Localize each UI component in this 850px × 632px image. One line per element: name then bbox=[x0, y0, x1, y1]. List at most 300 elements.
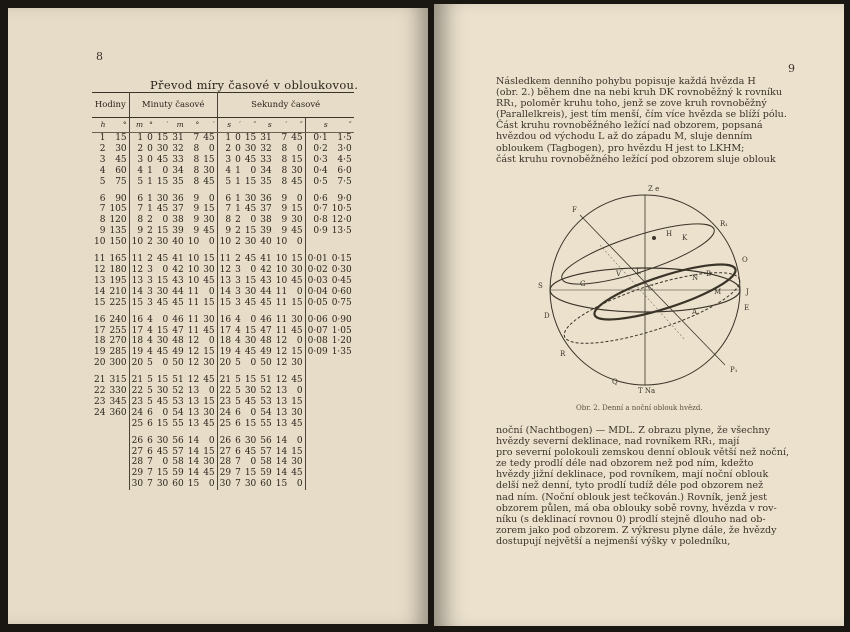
table-cell: 29 bbox=[131, 468, 144, 479]
table-cell: 42 bbox=[172, 264, 184, 275]
subheader-cell: ″ bbox=[289, 118, 305, 133]
table-cell: 30 bbox=[244, 336, 257, 347]
table-cell: 14 bbox=[187, 446, 200, 457]
table-cell: 13 bbox=[219, 275, 232, 286]
table-cell: 5 bbox=[235, 386, 241, 397]
text-line: Část kruhu rovnoběžného ležící nad obzorem, popsaná bbox=[496, 120, 763, 132]
table-cell: 43 bbox=[260, 275, 272, 286]
label-g: G bbox=[580, 280, 586, 288]
table-cell: 23 bbox=[219, 396, 232, 407]
table-cell: 4 bbox=[147, 325, 153, 336]
table-cell: 11 bbox=[275, 297, 288, 308]
figure-caption: Obr. 2. Denní a noční oblouk hvězd. bbox=[576, 404, 703, 412]
table-cell: 9 bbox=[281, 215, 288, 226]
table-cell: 0 bbox=[250, 264, 257, 275]
table-cell: 0·1 bbox=[313, 133, 328, 143]
subheader-cell: ″ bbox=[330, 118, 354, 133]
celestial-sphere-figure bbox=[520, 180, 770, 395]
table-cell: 15 bbox=[244, 468, 257, 479]
table-cell: 1·5 bbox=[337, 133, 352, 143]
table-cell: 5 bbox=[137, 176, 144, 187]
table-cell: 12 bbox=[275, 336, 288, 347]
table-cell: 0·45 bbox=[331, 275, 352, 286]
table-cell: 0·60 bbox=[331, 286, 352, 297]
table-cell: 2 bbox=[235, 226, 241, 237]
table-cell: 30 bbox=[156, 193, 169, 204]
table-cell: 26 bbox=[131, 435, 144, 446]
table-cell: 3 bbox=[225, 154, 232, 165]
table-cell: 47 bbox=[260, 325, 272, 336]
table-row bbox=[92, 194, 354, 205]
table-cell bbox=[92, 479, 107, 490]
table-cell: 5 bbox=[99, 176, 106, 187]
table-cell: 0·09 bbox=[307, 347, 328, 358]
table-cell: 0·9 bbox=[313, 226, 328, 237]
table-row bbox=[92, 287, 354, 298]
table-cell: 27 bbox=[131, 446, 144, 457]
table-cell: 19 bbox=[219, 347, 232, 358]
table-cell: 45 bbox=[289, 226, 305, 237]
table-cell: 3 bbox=[235, 286, 241, 297]
table-cell: 35 bbox=[172, 176, 184, 187]
table-cell: 45 bbox=[244, 446, 257, 457]
table-cell: 15 bbox=[201, 204, 217, 215]
table-cell: 30 bbox=[289, 358, 305, 369]
label-o: O bbox=[742, 256, 748, 264]
table-cell: 3 bbox=[235, 264, 241, 275]
table-cell: 38 bbox=[260, 215, 272, 226]
table-cell: 48 bbox=[260, 336, 272, 347]
table-cell: 45 bbox=[107, 155, 129, 166]
header-hours: Hodiny bbox=[92, 93, 129, 118]
table-cell: 11 bbox=[219, 254, 232, 265]
table-cell: 3 bbox=[235, 297, 241, 308]
table-row bbox=[92, 204, 354, 215]
table-cell: 10 bbox=[94, 237, 106, 248]
table-cell: 5 bbox=[147, 375, 153, 386]
table-row bbox=[92, 468, 354, 479]
table-cell bbox=[330, 358, 354, 369]
table-cell: 8 bbox=[193, 176, 200, 187]
table-cell: 7 bbox=[147, 468, 153, 479]
table-cell: 45 bbox=[201, 419, 217, 430]
table-row bbox=[92, 447, 354, 458]
table-cell: 0 bbox=[162, 264, 169, 275]
table-cell: 15 bbox=[201, 447, 217, 458]
table-cell: 240 bbox=[107, 315, 129, 326]
table-cell: 60 bbox=[107, 166, 129, 177]
table-cell: 9 bbox=[137, 226, 144, 237]
table-cell: 0 bbox=[147, 133, 153, 143]
table-cell: 21 bbox=[94, 375, 106, 386]
table-cell: 39 bbox=[172, 226, 184, 237]
table-cell bbox=[305, 397, 330, 408]
table-cell: 30 bbox=[156, 479, 169, 490]
table-cell: 7 bbox=[137, 204, 144, 215]
text-line: dostupují největší a nejmenší výšky v poledníku, bbox=[496, 535, 731, 547]
equator-ellipse bbox=[558, 259, 750, 358]
table-cell: 0 bbox=[289, 237, 305, 248]
table-cell: 1 bbox=[147, 165, 153, 176]
table-cell: 15 bbox=[201, 298, 217, 309]
table-cell: 14 bbox=[275, 435, 288, 446]
table-cell: 19 bbox=[131, 347, 144, 358]
table-cell: 7·5 bbox=[337, 176, 352, 187]
subheader-cell: ° bbox=[186, 118, 201, 133]
table-cell: 30 bbox=[289, 408, 305, 419]
table-cell: 37 bbox=[172, 204, 184, 215]
table-cell: 330 bbox=[107, 386, 129, 397]
table-cell: 18 bbox=[94, 336, 106, 347]
table-cell: 0 bbox=[162, 457, 169, 468]
table-cell: 36 bbox=[172, 193, 184, 204]
table-cell: 10·5 bbox=[331, 204, 352, 215]
table-cell: 9 bbox=[225, 226, 232, 237]
table-cell: 30 bbox=[156, 435, 169, 446]
table-cell: 135 bbox=[107, 226, 129, 237]
table-row bbox=[92, 386, 354, 397]
table-cell: 45 bbox=[244, 297, 257, 308]
table-cell: 13 bbox=[275, 396, 288, 407]
table-cell: 50 bbox=[260, 358, 272, 369]
table-cell: 45 bbox=[289, 326, 305, 337]
table-cell: 315 bbox=[107, 375, 129, 386]
table-cell: 12 bbox=[187, 375, 200, 386]
table-cell: 45 bbox=[201, 375, 217, 386]
table-cell: 0 bbox=[201, 194, 217, 205]
table-cell: 360 bbox=[107, 408, 129, 419]
table-cell: 45 bbox=[289, 276, 305, 287]
table-cell: 25 bbox=[219, 418, 232, 429]
subheader-cell: s bbox=[258, 118, 273, 133]
table-cell: 0·08 bbox=[307, 336, 328, 347]
table-cell: 15 bbox=[201, 155, 217, 166]
table-cell: 7 bbox=[225, 204, 232, 215]
table-cell: 10 bbox=[219, 237, 232, 248]
table-cell: 14 bbox=[94, 286, 106, 297]
table-cell: 26 bbox=[219, 435, 232, 446]
table-cell: 15 bbox=[156, 226, 169, 237]
table-cell: 10 bbox=[187, 275, 200, 286]
table-cell: 7 bbox=[147, 457, 153, 468]
paragraph-intro bbox=[496, 76, 790, 165]
table-cell: 52 bbox=[260, 386, 272, 397]
text-line: Následkem denního pohybu popisuje každá hvězda H bbox=[496, 76, 756, 87]
table-cell: 2 bbox=[147, 254, 153, 265]
table-cell: 7 bbox=[147, 479, 153, 490]
table-cell: 45 bbox=[244, 154, 257, 165]
table-cell: 1 bbox=[147, 204, 153, 215]
table-cell: 0 bbox=[235, 154, 241, 165]
table-cell bbox=[305, 408, 330, 419]
table-cell: 49 bbox=[260, 347, 272, 358]
label-nadir: T Na bbox=[638, 387, 656, 395]
table-cell: 45 bbox=[260, 297, 272, 308]
table-cell: 56 bbox=[172, 435, 184, 446]
table-cell: 2 bbox=[99, 143, 106, 154]
text-line: obzorem půlen, má oba oblouky sobě rovny, hvězda v rov- bbox=[496, 502, 777, 514]
table-cell: 15 bbox=[201, 347, 217, 358]
table-cell: 1 bbox=[235, 176, 241, 187]
table-row bbox=[92, 265, 354, 276]
label-a: A bbox=[692, 308, 698, 316]
right-page-number: 9 bbox=[788, 62, 795, 75]
table-cell: 7 bbox=[235, 479, 241, 490]
table-cell: 4·5 bbox=[337, 154, 352, 165]
table-cell: 3·0 bbox=[337, 143, 352, 154]
table-cell bbox=[107, 419, 129, 430]
table-row bbox=[92, 237, 354, 248]
table-row bbox=[92, 375, 354, 386]
table-cell: 30 bbox=[289, 215, 305, 226]
table-cell: 30 bbox=[156, 286, 169, 297]
table-cell: 25 bbox=[131, 418, 144, 429]
table-cell: 40 bbox=[172, 237, 184, 248]
table-cell: 30 bbox=[156, 237, 169, 248]
table-cell: 14 bbox=[275, 468, 288, 479]
text-line: níku (s deklinací rovnou 0) prodlí stejně dlouho nad ob- bbox=[496, 513, 766, 525]
table-cell: 54 bbox=[172, 407, 184, 418]
table-row bbox=[92, 358, 354, 369]
table-cell: 15 bbox=[289, 447, 305, 458]
table-row bbox=[92, 254, 354, 265]
table-cell: 30 bbox=[156, 386, 169, 397]
table-cell: 4 bbox=[235, 325, 241, 336]
table-cell: 1 bbox=[147, 176, 153, 187]
table-cell bbox=[305, 237, 330, 248]
table-cell: 15 bbox=[219, 297, 232, 308]
table-cell: 0 bbox=[201, 237, 217, 248]
label-v: V bbox=[616, 270, 622, 278]
table-cell: 30 bbox=[244, 386, 257, 397]
table-cell: 60 bbox=[172, 479, 184, 490]
table-cell: 2 bbox=[235, 254, 241, 265]
table-cell: 30 bbox=[219, 479, 232, 490]
table-cell: 6 bbox=[147, 446, 153, 457]
table-cell: 2 bbox=[147, 237, 153, 248]
table-cell: 45 bbox=[201, 468, 217, 479]
table-cell: 4 bbox=[235, 314, 241, 325]
table-cell: 7 bbox=[99, 204, 106, 215]
subheader-cell: ′ bbox=[201, 118, 217, 133]
table-cell: 0 bbox=[289, 386, 305, 397]
text-line: RR₁, poloměr kruhu toho, jenž se zove kruh rovnoběžný bbox=[496, 98, 767, 110]
table-cell: 0·75 bbox=[331, 297, 352, 308]
table-cell: 2 bbox=[147, 226, 153, 237]
table-cell: 35 bbox=[260, 176, 272, 187]
table-cell: 15 bbox=[244, 226, 257, 237]
table-cell: 45 bbox=[244, 254, 257, 265]
table-cell: 22 bbox=[131, 386, 144, 397]
table-row bbox=[92, 177, 354, 188]
table-cell: 45 bbox=[289, 133, 305, 144]
table-cell bbox=[92, 468, 107, 479]
table-row bbox=[92, 397, 354, 408]
table-cell: 30 bbox=[289, 265, 305, 276]
table-cell: 12 bbox=[131, 264, 144, 275]
table-cell bbox=[305, 419, 330, 430]
table-cell: 20 bbox=[94, 358, 106, 369]
table-cell: 38 bbox=[172, 215, 184, 226]
table-cell: 6 bbox=[147, 435, 153, 446]
table-cell: 0·2 bbox=[313, 143, 328, 154]
table-cell: 27 bbox=[219, 446, 232, 457]
label-c: C bbox=[648, 284, 654, 292]
table-cell: 0 bbox=[201, 479, 217, 490]
table-cell: 12·0 bbox=[331, 215, 352, 226]
table-row bbox=[92, 298, 354, 309]
table-cell: 50 bbox=[172, 358, 184, 369]
table-cell: 9 bbox=[281, 226, 288, 237]
table-cell: 0·7 bbox=[313, 204, 328, 215]
table-cell: 13 bbox=[187, 418, 200, 429]
table-row bbox=[92, 457, 354, 468]
table-cell: 12 bbox=[187, 336, 200, 347]
table-cell: 15 bbox=[201, 254, 217, 265]
table-cell: 6·0 bbox=[337, 165, 352, 176]
dotted-line bbox=[600, 245, 685, 340]
table-cell: 11 bbox=[187, 286, 200, 297]
table-cell: 12 bbox=[275, 347, 288, 358]
subheader-cell: ° bbox=[107, 118, 129, 133]
table-cell: 7 bbox=[193, 133, 200, 143]
table-cell: 1 bbox=[235, 165, 241, 176]
table-cell: 255 bbox=[107, 326, 129, 337]
table-cell: 15 bbox=[289, 347, 305, 358]
table-cell: 15 bbox=[107, 133, 129, 144]
table-cell: 20 bbox=[219, 358, 232, 369]
table-cell: 28 bbox=[131, 457, 144, 468]
table-cell: 4 bbox=[225, 165, 232, 176]
table-cell: 21 bbox=[219, 375, 232, 386]
table-cell: 10 bbox=[187, 237, 200, 248]
table-cell: 57 bbox=[172, 446, 184, 457]
table-cell: 20 bbox=[131, 358, 144, 369]
table-cell: 30 bbox=[244, 193, 257, 204]
table-cell: 5 bbox=[147, 396, 153, 407]
table-cell bbox=[305, 375, 330, 386]
table-cell: 0 bbox=[147, 143, 153, 154]
table-cell: 14 bbox=[187, 435, 200, 446]
table-cell: 8 bbox=[193, 165, 200, 176]
table-cell: 49 bbox=[172, 347, 184, 358]
table-cell: 48 bbox=[172, 336, 184, 347]
table-cell: 45 bbox=[244, 396, 257, 407]
table-cell: 11 bbox=[187, 314, 200, 325]
table-cell: 5 bbox=[235, 358, 241, 369]
table-cell: 13 bbox=[187, 386, 200, 397]
table-cell: 16 bbox=[94, 314, 106, 325]
table-cell: 30 bbox=[201, 215, 217, 226]
table-cell: 6 bbox=[147, 407, 153, 418]
subheader-cell: ° bbox=[145, 118, 155, 133]
table-cell bbox=[330, 408, 354, 419]
table-cell bbox=[305, 358, 330, 369]
table-cell: 60 bbox=[260, 479, 272, 490]
table-cell: 15 bbox=[244, 176, 257, 187]
table-cell: 0 bbox=[201, 336, 217, 347]
table-cell: 30 bbox=[131, 479, 144, 490]
table-cell: 0·8 bbox=[313, 215, 328, 226]
paragraph-night-arc bbox=[496, 425, 790, 547]
table-row bbox=[92, 155, 354, 166]
table-cell: 0 bbox=[162, 314, 169, 325]
table-cell: 0·3 bbox=[313, 154, 328, 165]
table-cell: 30 bbox=[201, 265, 217, 276]
table-cell: 18 bbox=[131, 336, 144, 347]
table-cell: 7 bbox=[235, 468, 241, 479]
table-cell: 13 bbox=[131, 275, 144, 286]
table-cell: 0·30 bbox=[331, 264, 352, 275]
table-cell: 30 bbox=[289, 457, 305, 468]
label-r1: R₁ bbox=[720, 220, 729, 228]
table-cell: 30 bbox=[201, 166, 217, 177]
table-cell: 4 bbox=[147, 314, 153, 325]
table-cell: 0·5 bbox=[313, 176, 328, 187]
table-cell bbox=[92, 436, 107, 447]
table-cell bbox=[330, 479, 354, 490]
table-cell: 10 bbox=[187, 254, 200, 265]
table-row bbox=[92, 215, 354, 226]
table-cell: 1 bbox=[235, 204, 241, 215]
table-cell: 0 bbox=[250, 358, 257, 369]
table-cell: 18 bbox=[219, 336, 232, 347]
table-cell: 30 bbox=[156, 143, 169, 154]
table-cell: 22 bbox=[94, 386, 106, 397]
table-cell bbox=[305, 479, 330, 490]
label-zenith: Z e bbox=[648, 185, 660, 193]
subheader-cell: s bbox=[305, 118, 330, 133]
table-cell: 0·15 bbox=[331, 254, 352, 265]
table-cell: 7 bbox=[235, 457, 241, 468]
table-row bbox=[92, 479, 354, 490]
table-cell: 15 bbox=[201, 397, 217, 408]
table-cell: 13·5 bbox=[331, 226, 352, 237]
table-cell: 6 bbox=[235, 446, 241, 457]
table-cell bbox=[330, 237, 354, 248]
label-s: S bbox=[538, 282, 543, 290]
table-cell: 45 bbox=[172, 297, 184, 308]
label-j: J bbox=[746, 288, 749, 296]
table-cell: 1 bbox=[137, 133, 144, 143]
table-cell: 0 bbox=[289, 144, 305, 155]
table-cell: 0 bbox=[250, 314, 257, 325]
text-line: zorem jako pod obzorem. Z výkresu plyne dále, že hvězdy bbox=[496, 524, 777, 536]
table-cell: 15 bbox=[156, 418, 169, 429]
table-cell: 1 bbox=[99, 133, 106, 143]
table-cell: 30 bbox=[201, 408, 217, 419]
table-cell: 7 bbox=[281, 133, 288, 143]
table-cell bbox=[305, 386, 330, 397]
table-cell: 3 bbox=[235, 275, 241, 286]
text-line: (Parallelkreis), jest tím menší, čím více hvězda se blíží pólu. bbox=[496, 109, 787, 121]
table-cell: 51 bbox=[260, 375, 272, 386]
table-cell: 105 bbox=[107, 204, 129, 215]
table-cell: 11 bbox=[187, 325, 200, 336]
table-cell: 285 bbox=[107, 347, 129, 358]
table-cell: 54 bbox=[260, 407, 272, 418]
table-cell: 13 bbox=[275, 386, 288, 397]
label-q: Q bbox=[612, 378, 618, 386]
table-row bbox=[92, 226, 354, 237]
table-cell: 22 bbox=[219, 386, 232, 397]
table-cell: 39 bbox=[260, 226, 272, 237]
subheader-cell: ′ bbox=[233, 118, 243, 133]
table-cell: 46 bbox=[172, 314, 184, 325]
table-row bbox=[92, 133, 354, 144]
table-cell: 3 bbox=[147, 286, 153, 297]
table-cell: 19 bbox=[94, 347, 106, 358]
